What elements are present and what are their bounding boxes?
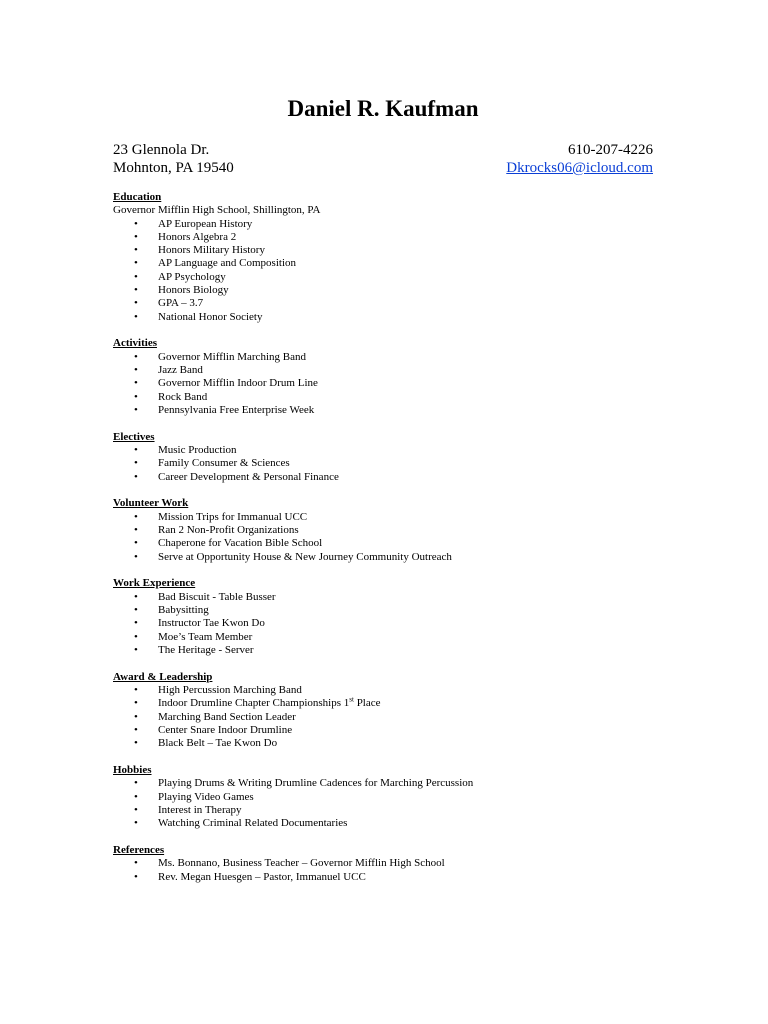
section-heading: Volunteer Work <box>113 497 189 510</box>
list-item-championship <box>113 697 653 710</box>
list-item: • Governor Mifflin Marching Band <box>113 351 653 364</box>
list-item: • Interest in Therapy <box>113 804 653 817</box>
list-item: • Bad Biscuit - Table Busser <box>113 591 653 604</box>
section-heading: Hobbies <box>113 763 152 776</box>
section-work-experience <box>113 577 653 657</box>
phone-number: 610-207-4226 <box>568 142 653 158</box>
list-item: • Governor Mifflin Indoor Drum Line <box>113 377 653 390</box>
section-hobbies <box>113 764 653 830</box>
list-item: • National Honor Society <box>113 311 653 324</box>
section-heading: Activities <box>113 337 157 350</box>
list-item: • Marching Band Section Leader <box>113 711 653 724</box>
list-item: • Rock Band <box>113 391 653 404</box>
section-heading: Award & Leadership <box>113 670 213 683</box>
championship-text: Indoor Drumline Chapter Championships 1 <box>158 697 350 710</box>
section-awards-leadership <box>113 671 653 751</box>
references-list <box>113 857 653 884</box>
hobbies-list <box>113 777 653 830</box>
list-item: • Ms. Bonnano, Business Teacher – Governor Mifflin High School <box>113 857 653 870</box>
section-heading: References <box>113 843 165 856</box>
championship-place: Place <box>353 697 381 710</box>
section-references <box>113 844 653 884</box>
list-item: • Black Belt – Tae Kwon Do <box>113 737 653 750</box>
work-list <box>113 591 653 657</box>
list-item: • Babysitting <box>113 604 653 617</box>
section-heading: Work Experience <box>113 577 196 590</box>
list-item: • Moe’s Team Member <box>113 631 653 644</box>
list-item: • Ran 2 Non-Profit Organizations <box>113 524 653 537</box>
section-activities <box>113 337 653 417</box>
list-item: • Music Production <box>113 444 653 457</box>
list-item: • Playing Drums & Writing Drumline Cadences for Marching Percussion <box>113 777 653 790</box>
contact-row-1 <box>113 141 653 159</box>
list-item: • Mission Trips for Immanual UCC <box>113 511 653 524</box>
list-item: • Career Development & Personal Finance <box>113 471 653 484</box>
list-item: • AP Language and Composition <box>113 257 653 270</box>
section-volunteer-work <box>113 497 653 563</box>
list-item: • Honors Military History <box>113 244 653 257</box>
education-list <box>113 218 653 324</box>
list-item: • Honors Biology <box>113 284 653 297</box>
activities-list <box>113 351 653 417</box>
contact-block <box>113 141 653 177</box>
resume-name: Daniel R. Kaufman <box>287 96 479 121</box>
section-education <box>113 191 653 324</box>
address-line-1: 23 Glennola Dr. <box>113 142 210 158</box>
list-item: • Jazz Band <box>113 364 653 377</box>
list-item: • Playing Video Games <box>113 791 653 804</box>
list-item: • AP European History <box>113 218 653 231</box>
list-item: • Serve at Opportunity House & New Journey Community Outreach <box>113 551 653 564</box>
school-name: Governor Mifflin High School, Shillington, PA <box>113 204 321 217</box>
list-item: • AP Psychology <box>113 271 653 284</box>
awards-list <box>113 684 653 750</box>
list-item: • High Percussion Marching Band <box>113 684 653 697</box>
list-item: • Family Consumer & Sciences <box>113 457 653 470</box>
email-link[interactable]: Dkrocks06@icloud.com <box>506 160 653 176</box>
resume-sections <box>113 191 653 897</box>
list-item: • Honors Algebra 2 <box>113 231 653 244</box>
list-item: • Center Snare Indoor Drumline <box>113 724 653 737</box>
list-item: • Chaperone for Vacation Bible School <box>113 537 653 550</box>
ordinal-suffix: st <box>349 695 354 704</box>
list-item: • Watching Criminal Related Documentaries <box>113 817 653 830</box>
address-line-2: Mohnton, PA 19540 <box>113 160 234 176</box>
list-item: • The Heritage - Server <box>113 644 653 657</box>
section-electives <box>113 431 653 484</box>
list-item: • Instructor Tae Kwon Do <box>113 617 653 630</box>
electives-list <box>113 444 653 484</box>
section-heading: Electives <box>113 430 155 443</box>
contact-row-2 <box>113 159 653 177</box>
list-item: • Pennsylvania Free Enterprise Week <box>113 404 653 417</box>
list-item: • GPA – 3.7 <box>113 297 653 310</box>
section-heading: Education <box>113 191 162 203</box>
list-item: • Rev. Megan Huesgen – Pastor, Immanuel UCC <box>113 871 653 884</box>
volunteer-list <box>113 511 653 564</box>
